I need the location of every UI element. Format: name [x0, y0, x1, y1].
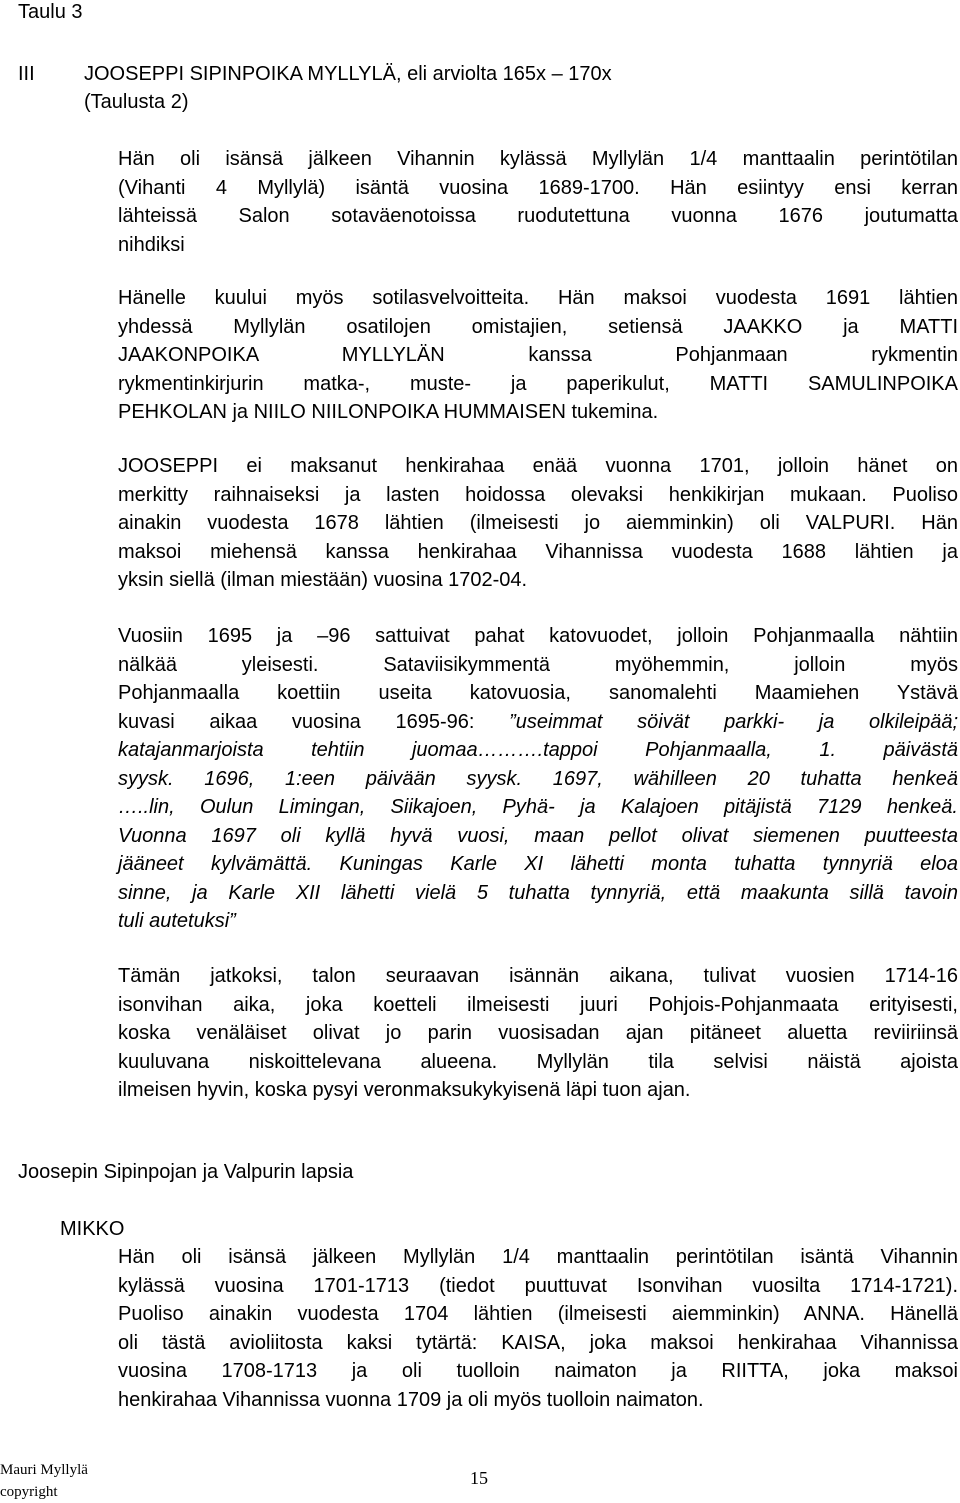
- quote-line: katajanmarjoista tehtiin juomaa……….tappoi Pohjanmaalla, 1. päivästä: [118, 739, 958, 761]
- child-name: MIKKO: [60, 1218, 125, 1240]
- paragraph-1: [118, 145, 958, 259]
- paragraph-line: (Vihanti 4 Myllylä) isäntä vuosina 1689-1700. Hän esiintyy ensi kerran: [118, 176, 958, 199]
- paragraph-line: rykmentinkirjurin matka-, muste- ja paperikulut, MATTI SAMULINPOIKA: [118, 372, 958, 395]
- paragraph-line: ainakin vuodesta 1678 lähtien (ilmeisesti jo aiemminkin) oli VALPURI. Hän: [118, 512, 958, 534]
- paragraph-line: kuuluvana niskoittelevana alueena. Myllylän tila selvisi näistä ajoista: [118, 1050, 958, 1073]
- paragraph-4: [118, 622, 958, 936]
- paragraph-line: maksoi miehensä kanssa henkirahaa Vihannissa vuodesta 1688 lähtien ja: [118, 540, 958, 563]
- children-heading: Joosepin Sipinpojan ja Valpurin lapsia: [18, 1161, 354, 1183]
- person-heading: JOOSEPPI SIPINPOIKA MYLLYLÄ, eli arviolta 165x – 170x: [84, 63, 612, 85]
- paragraph-line: yksin siellä (ilman miestään) vuosina 1702-04.: [118, 569, 528, 591]
- paragraph-line: ilmeisen hyvin, koska pysyi veronmaksukykyisenä läpi tuon ajan.: [118, 1079, 691, 1101]
- quote-line: Vuonna 1697 oli kyllä hyvä vuosi, maan pellot olivat siemenen puutteesta: [118, 824, 958, 847]
- paragraph-line: Hänelle kuului myös sotilasvelvoitteita. Hän maksoi vuodesta 1691 lähtien: [118, 287, 958, 309]
- person-source-note: (Taulusta 2): [84, 91, 189, 113]
- paragraph-line: Puoliso ainakin vuodesta 1704 lähtien (ilmeisesti aiemminkin) ANNA. Hänellä: [118, 1303, 958, 1325]
- paragraph-line: lähteissä Salon sotaväenotoissa ruodutettuna vuonna 1676 joutumatta: [118, 205, 958, 227]
- paragraph-line: yhdessä Myllylän osatilojen omistajien, setiensä JAAKKO ja MATTI: [118, 315, 958, 338]
- table-label: Taulu 3: [18, 1, 83, 23]
- paragraph-5: [118, 962, 958, 1105]
- paragraph-line: PEHKOLAN ja NIILO NIILONPOIKA HUMMAISEN tukemina.: [118, 401, 659, 423]
- paragraph-line: vuosina 1708-1713 ja oli tuolloin naimaton ja RIITTA, joka maksoi: [118, 1360, 958, 1382]
- paragraph-line: Tämän jatkoksi, talon seuraavan isännän aikana, tulivat vuosien 1714-16: [118, 965, 958, 987]
- paragraph-line: merkitty raihnaiseksi ja lasten hoidossa olevaksi henkikirjan mukaan. Puoliso: [118, 483, 958, 506]
- quote-line: …..lin, Oulun Limingan, Siikajoen, Pyhä- ja Kalajoen pitäjistä 7129 henkeä.: [118, 796, 958, 818]
- paragraph-3: [118, 452, 958, 595]
- child-description: [118, 1243, 958, 1414]
- paragraph-line: Pohjanmaalla koettiin useita katovuosia, sanomalehti Maamiehen Ystävä: [118, 682, 958, 704]
- paragraph-line: koska venäläiset olivat jo parin vuosisadan ajan pitäneet aluetta reviiriinsä: [118, 1022, 958, 1044]
- paragraph-line: Hän oli isänsä jälkeen Myllylän 1/4 manttaalin perintötilan isäntä Vihannin: [118, 1246, 958, 1268]
- paragraph-line: henkirahaa Vihannissa vuonna 1709 ja oli myös tuolloin naimaton.: [118, 1388, 704, 1411]
- footer-author: Mauri Myllylä: [0, 1462, 88, 1478]
- quote-line: jääneet kylvämättä. Kuningas Karle XI lähetti monta tuhatta tynnyriä eloa: [118, 853, 958, 875]
- paragraph-line: JOOSEPPI ei maksanut henkirahaa enää vuonna 1701, jolloin hänet on: [118, 455, 958, 477]
- quote-line: sinne, ja Karle XII lähetti vielä 5 tuhatta tynnyriä, että maakunta sillä tavoin: [118, 881, 958, 904]
- quote-intro: kuvasi aikaa vuosina 1695-96:: [118, 710, 475, 733]
- paragraph-2: [118, 284, 958, 427]
- generation-number: III: [18, 63, 35, 85]
- footer-copyright: copyright: [0, 1484, 58, 1500]
- quote-line: syysk. 1696, 1:een päivään syysk. 1697, wähilleen 20 tuhatta henkeä: [118, 767, 958, 790]
- paragraph-line: Vuosiin 1695 ja –96 sattuivat pahat katovuodet, jolloin Pohjanmaalla nähtiin: [118, 625, 958, 647]
- paragraph-line: isonvihan aika, joka koetteli ilmeisesti juuri Pohjois-Pohjanmaata erityisesti,: [118, 993, 958, 1016]
- quote-line: tuli autetuksi”: [118, 910, 236, 932]
- paragraph-line: Hän oli isänsä jälkeen Vihannin kylässä Myllylän 1/4 manttaalin perintötilan: [118, 148, 958, 170]
- paragraph-line: oli tästä avioliitosta kaksi tytärtä: KAISA, joka maksoi henkirahaa Vihannissa: [118, 1331, 958, 1354]
- paragraph-line: kylässä vuosina 1701-1713 (tiedot puuttuvat Isonvihan vuosilta 1714-1721).: [118, 1274, 958, 1297]
- paragraph-line: nälkää yleisesti. Sataviisikymmentä myöhemmin, jolloin myös: [118, 653, 958, 676]
- quote-start: ”useimmat söivät parkki- ja olkileipää;: [474, 710, 958, 733]
- page-number: 15: [470, 1468, 488, 1488]
- paragraph-line: JAAKONPOIKA MYLLYLÄN kanssa Pohjanmaan rykmentin: [118, 344, 958, 366]
- paragraph-line: [118, 708, 958, 737]
- paragraph-line: nihdiksi: [118, 233, 185, 256]
